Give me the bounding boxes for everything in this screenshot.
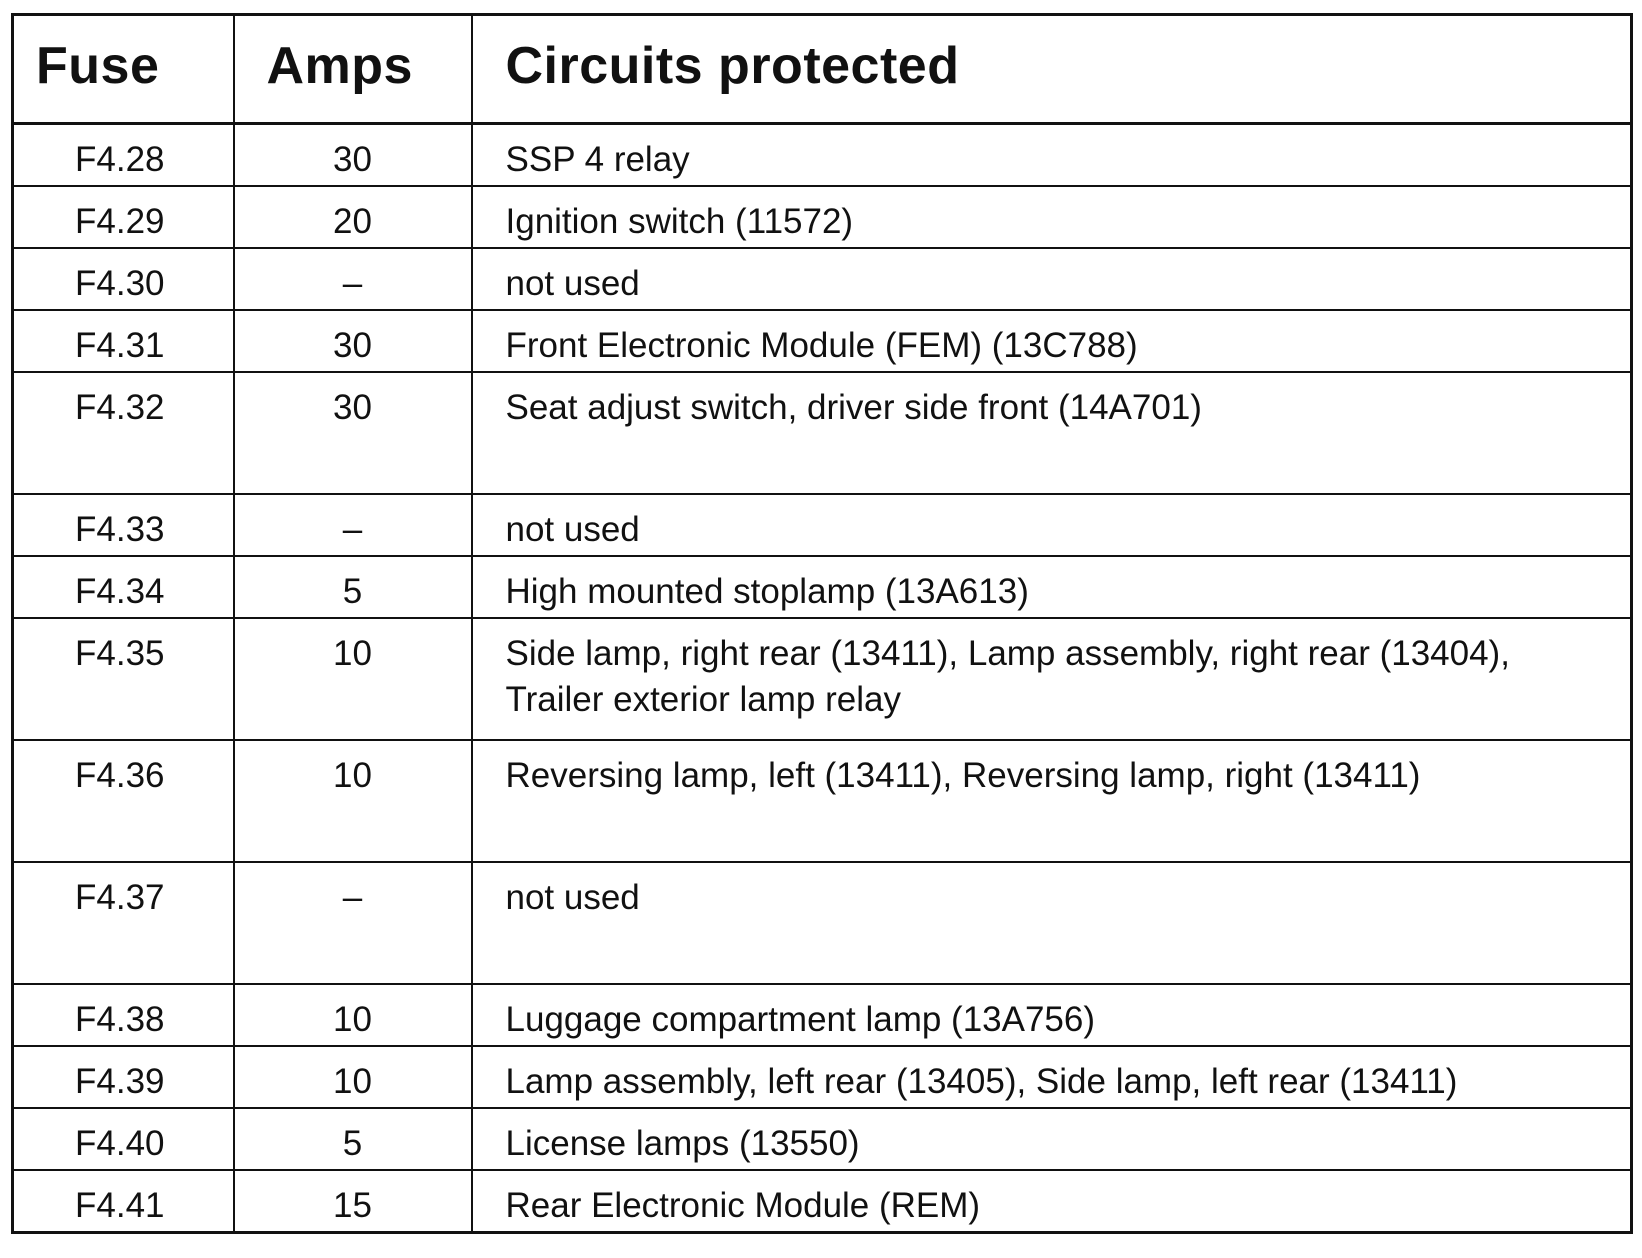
fuse-cell: F4.33 — [13, 494, 234, 556]
circuits-cell: SSP 4 relay — [472, 124, 1632, 187]
table-row — [13, 984, 1632, 1046]
circuits-cell: Ignition switch (11572) — [472, 186, 1632, 248]
header-row — [13, 15, 1632, 124]
amps-cell: 10 — [234, 1046, 472, 1108]
circuits-cell: Lamp assembly, left rear (13405), Side lamp, left rear (13411) — [472, 1046, 1632, 1108]
circuits-cell: Reversing lamp, left (13411), Reversing lamp, right (13411) — [472, 740, 1632, 862]
table-body — [13, 124, 1632, 1233]
circuits-cell: Seat adjust switch, driver side front (14A701) — [472, 372, 1632, 494]
header-amps: Amps — [234, 15, 472, 124]
fuse-table — [11, 13, 1633, 1234]
amps-cell: 10 — [234, 618, 472, 740]
fuse-cell: F4.28 — [13, 124, 234, 187]
fuse-cell: F4.34 — [13, 556, 234, 618]
amps-cell: 30 — [234, 310, 472, 372]
fuse-cell: F4.41 — [13, 1170, 234, 1233]
amps-cell: 30 — [234, 372, 472, 494]
circuits-cell: not used — [472, 494, 1632, 556]
table-row — [13, 124, 1632, 187]
amps-cell: 15 — [234, 1170, 472, 1233]
table-row — [13, 740, 1632, 862]
circuits-cell: Rear Electronic Module (REM) — [472, 1170, 1632, 1233]
amps-cell: – — [234, 862, 472, 984]
fuse-cell: F4.38 — [13, 984, 234, 1046]
fuse-cell: F4.31 — [13, 310, 234, 372]
amps-cell: – — [234, 248, 472, 310]
circuits-cell: Side lamp, right rear (13411), Lamp assembly, right rear (13404), Trailer exterior lamp relay — [472, 618, 1632, 740]
circuits-cell: not used — [472, 862, 1632, 984]
amps-cell: 5 — [234, 1108, 472, 1170]
fuse-cell: F4.39 — [13, 1046, 234, 1108]
circuits-cell: Luggage compartment lamp (13A756) — [472, 984, 1632, 1046]
amps-cell: 5 — [234, 556, 472, 618]
fuse-cell: F4.32 — [13, 372, 234, 494]
amps-cell: 10 — [234, 740, 472, 862]
amps-cell: 30 — [234, 124, 472, 187]
table-row — [13, 618, 1632, 740]
table-row — [13, 248, 1632, 310]
amps-cell: 20 — [234, 186, 472, 248]
fuse-cell: F4.29 — [13, 186, 234, 248]
circuits-cell: Front Electronic Module (FEM) (13C788) — [472, 310, 1632, 372]
table-row — [13, 1170, 1632, 1233]
table-row — [13, 372, 1632, 494]
fuse-cell: F4.30 — [13, 248, 234, 310]
amps-cell: 10 — [234, 984, 472, 1046]
table-row — [13, 494, 1632, 556]
fuse-cell: F4.37 — [13, 862, 234, 984]
circuits-cell: not used — [472, 248, 1632, 310]
header-fuse: Fuse — [13, 15, 234, 124]
circuits-cell: High mounted stoplamp (13A613) — [472, 556, 1632, 618]
fuse-cell: F4.36 — [13, 740, 234, 862]
table-row — [13, 310, 1632, 372]
table-row — [13, 556, 1632, 618]
amps-cell: – — [234, 494, 472, 556]
circuits-cell: License lamps (13550) — [472, 1108, 1632, 1170]
table-row — [13, 862, 1632, 984]
fuse-cell: F4.35 — [13, 618, 234, 740]
table-row — [13, 1108, 1632, 1170]
table-row — [13, 1046, 1632, 1108]
header-circuits: Circuits protected — [472, 15, 1632, 124]
fuse-cell: F4.40 — [13, 1108, 234, 1170]
table-row — [13, 186, 1632, 248]
